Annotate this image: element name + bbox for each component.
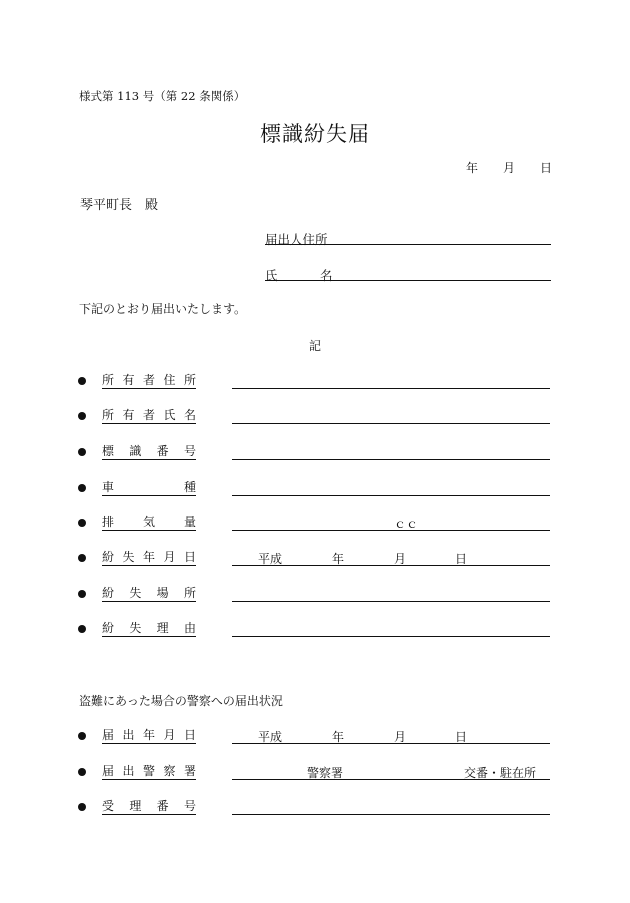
item-label [102,373,196,389]
era-label: 平成 [258,730,283,744]
bullet-icon [78,732,86,740]
police-item-input-line[interactable] [232,814,550,815]
label-char: 年 [142,550,155,564]
applicant-address-label: 届出人住所 [265,232,328,247]
bullet-icon [78,768,86,776]
police-section-title: 盗難にあった場合の警察への届出状況 [79,694,283,708]
date-year-label: 年 [466,161,479,175]
label-char: 号 [183,799,196,813]
bullet-icon [78,484,86,492]
label-char: 察 [163,764,176,778]
label-char: 出 [122,764,135,778]
label-char: 日 [183,728,196,742]
day-label: 日 [455,552,468,566]
ki-heading: 記 [308,339,321,353]
bullet-icon [78,803,86,811]
label-char: 理 [156,621,169,635]
month-label: 月 [394,730,407,744]
day-label: 日 [455,730,468,744]
label-char: 月 [163,550,176,564]
item-label [102,444,196,460]
label-char: 番 [156,799,169,813]
item-input-line[interactable] [232,530,550,531]
item-label [102,586,196,602]
label-char: 場 [156,586,169,600]
bullet-icon [78,377,86,385]
label-char: 由 [183,621,196,635]
label-char: 紛 [102,586,115,600]
item-input-line[interactable] [232,495,550,496]
page-title: 標識紛失届 [260,122,370,146]
label-char: 者 [142,408,155,422]
year-label: 年 [332,730,345,744]
label-char: 紛 [102,550,115,564]
item-label [102,621,196,637]
police-station-label: 警察署 [307,766,344,780]
label-char: 届 [102,764,115,778]
bullet-icon [78,412,86,420]
label-char: 失 [122,550,135,564]
label-char: 理 [129,799,142,813]
item-label [102,480,196,496]
police-item-label [102,728,196,744]
label-char: 種 [183,480,196,494]
bullet-icon [78,625,86,633]
label-char: 有 [122,373,135,387]
label-char: 日 [183,550,196,564]
form-number: 様式第 113 号（第 22 条関係） [79,89,246,103]
police-item-label [102,764,196,780]
label-char: 標 [102,444,115,458]
label-char: 車 [102,480,115,494]
label-char: 出 [122,728,135,742]
bullet-icon [78,590,86,598]
label-char: 受 [102,799,115,813]
label-char: 失 [129,621,142,635]
label-char: 氏 [163,408,176,422]
item-input-line[interactable] [232,636,550,637]
label-char: 所 [102,373,115,387]
label-char: 者 [142,373,155,387]
bullet-icon [78,448,86,456]
label-char: 年 [142,728,155,742]
label-char: 名 [183,408,196,422]
applicant-address-line[interactable] [265,244,551,245]
police-item-label [102,799,196,815]
label-char: 所 [183,586,196,600]
label-char: 届 [102,728,115,742]
label-char: 月 [163,728,176,742]
label-char: 紛 [102,621,115,635]
label-char: 住 [163,373,176,387]
intro-text: 下記のとおり届出いたします。 [79,302,247,316]
police-box-label: 交番・駐在所 [464,766,537,780]
era-label: 平成 [258,552,283,566]
label-char: 識 [129,444,142,458]
item-input-line[interactable] [232,459,550,460]
addressee: 琴平町長 殿 [80,198,159,213]
bullet-icon [78,554,86,562]
date-month-label: 月 [503,161,516,175]
item-label [102,550,196,566]
label-char: 有 [122,408,135,422]
label-char: 失 [129,586,142,600]
cc-unit-label: ｃｃ [394,517,419,531]
label-char: 排 [102,515,115,529]
label-char: 号 [183,444,196,458]
item-input-line[interactable] [232,388,550,389]
label-char: 量 [183,515,196,529]
item-label [102,515,196,531]
applicant-name-label-2: 名 [320,268,333,283]
date-day-label: 日 [540,161,553,175]
applicant-name-label-1: 氏 [265,268,278,283]
applicant-name-line[interactable] [265,280,551,281]
label-char: 署 [183,764,196,778]
item-input-line[interactable] [232,601,550,602]
bullet-icon [78,519,86,527]
item-input-line[interactable] [232,423,550,424]
label-char: 気 [142,515,155,529]
item-label [102,408,196,424]
label-char: 番 [156,444,169,458]
label-char: 所 [183,373,196,387]
year-label: 年 [332,552,345,566]
month-label: 月 [394,552,407,566]
label-char: 所 [102,408,115,422]
label-char: 警 [142,764,155,778]
